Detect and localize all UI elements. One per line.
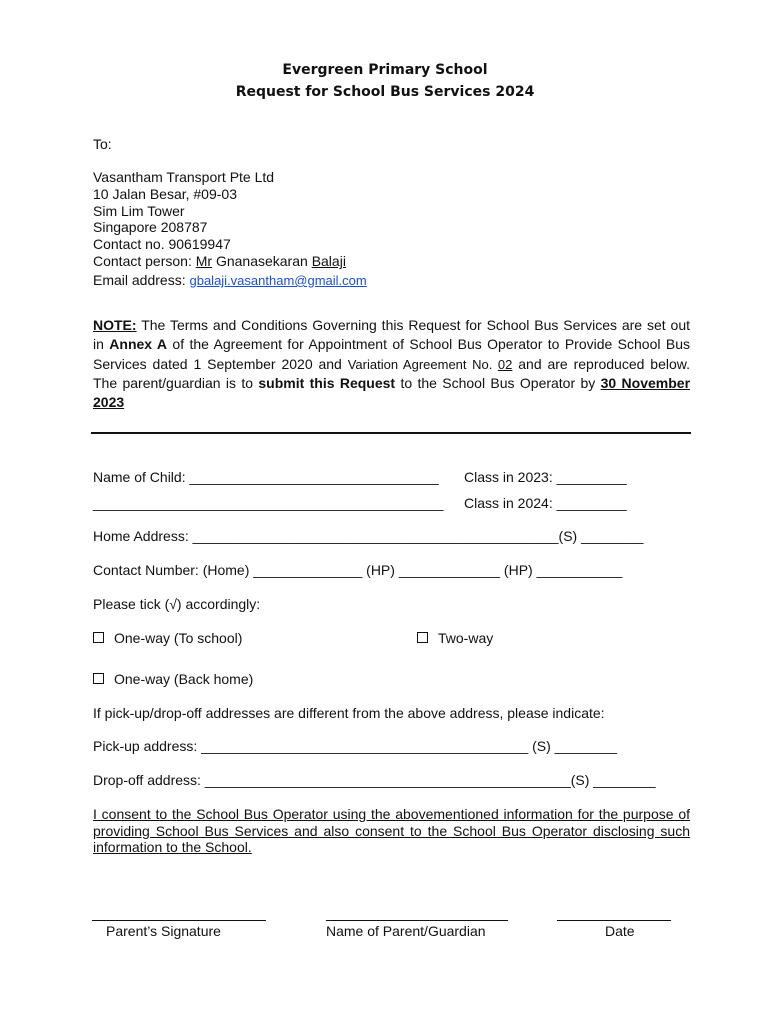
contact-number: Contact no. 90619947 — [93, 236, 231, 252]
date-label: Date — [605, 923, 635, 939]
contact-person-name: Gnanasekaran — [212, 253, 312, 269]
note-text: to the School Bus Operator by — [395, 374, 601, 391]
option-one-way-home[interactable] — [93, 671, 253, 688]
checkbox-icon[interactable] — [93, 632, 104, 643]
email-label: Email address: — [93, 272, 190, 288]
parent-signature-label: Parent’s Signature — [106, 923, 221, 939]
option-label: One-way (To school) — [114, 630, 243, 646]
option-label: One-way (Back home) — [114, 671, 254, 687]
checkbox-icon[interactable] — [417, 632, 428, 643]
annex-ref: Annex A — [109, 336, 168, 353]
option-label: Two-way — [438, 630, 494, 646]
class-2024-field[interactable]: Class in 2024: _________ — [464, 495, 627, 511]
contact-person-surname: Balaji — [311, 253, 346, 269]
note-text: of the Agreement for Appointment of School Bus Operator to Provide School Bus Services dated 1 September 2020 and — [93, 336, 690, 372]
option-two-way[interactable] — [417, 630, 493, 647]
to-label: To: — [93, 136, 112, 152]
checkbox-icon[interactable] — [93, 673, 104, 684]
contact-person — [93, 253, 346, 270]
pickup-address-field[interactable]: Pick-up address: __________________________________________ (S) ________ — [93, 738, 617, 754]
option-one-way-school[interactable] — [93, 630, 242, 647]
school-name: Evergreen Primary School — [282, 62, 488, 78]
note-text: and are reproduced below. The parent/guardian is to — [93, 355, 690, 391]
dropoff-address-field[interactable]: Drop-off address: _______________________________________________(S) ________ — [93, 772, 656, 788]
address-line-3: Singapore 208787 — [93, 219, 208, 235]
form-title: Request for School Bus Services 2024 — [235, 84, 535, 100]
parent-name-label: Name of Parent/Guardian — [326, 923, 486, 939]
variation-label: Variation Agreement No. — [347, 356, 498, 372]
email-link[interactable]: gbalaji.vasantham@gmail.com — [189, 273, 367, 288]
name-of-child-line-2[interactable]: _____________________________________________ — [93, 495, 444, 511]
submit-instruction: submit this Request — [258, 374, 396, 391]
class-2023-field[interactable]: Class in 2023: _________ — [464, 469, 627, 485]
note-text: The Terms and Conditions Governing this Request for School Bus Services are set out in — [93, 317, 690, 353]
date-line[interactable] — [557, 920, 671, 921]
email-row — [93, 272, 367, 289]
note-paragraph — [93, 316, 690, 412]
address-line-2: Sim Lim Tower — [93, 203, 185, 219]
section-divider — [91, 432, 691, 434]
deadline: 30 November 2023 — [93, 374, 691, 411]
company-name: Vasantham Transport Pte Ltd — [93, 169, 275, 185]
different-address-note: If pick-up/drop-off addresses are different from the above address, please indicate: — [93, 705, 605, 721]
contact-person-title: Mr — [195, 253, 213, 269]
consent-statement: I consent to the School Bus Operator using the abovementioned information for the purpose of providing School Bus Services and also consent to the School Bus Operator disclosing such information to the School. — [93, 806, 690, 855]
contact-number-field[interactable]: Contact Number: (Home) ______________ (HP) _____________ (HP) ___________ — [93, 562, 623, 578]
parent-name-line[interactable] — [326, 920, 508, 921]
tick-instruction: Please tick (√) accordingly: — [93, 596, 261, 612]
variation-number: 02 — [497, 356, 513, 372]
contact-person-label: Contact person: — [93, 253, 196, 269]
address-line-1: 10 Jalan Besar, #09-03 — [93, 186, 237, 202]
note-label: NOTE: — [93, 317, 137, 333]
signature-line[interactable] — [92, 920, 266, 921]
name-of-child-field[interactable]: Name of Child: ________________________________ — [93, 469, 439, 485]
home-address-field[interactable]: Home Address: _______________________________________________(S) ________ — [93, 528, 644, 544]
